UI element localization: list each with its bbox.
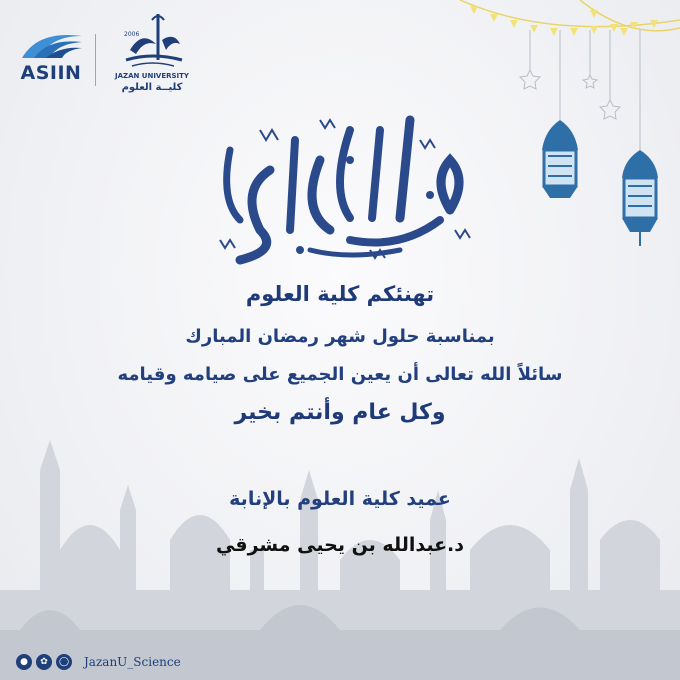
asiin-logo (14, 28, 88, 90)
greeting-line-4: وكل عام وأنتم بخير (234, 400, 446, 425)
lantern-right (622, 150, 658, 246)
dean-title: عميد كلية العلوم بالإنابة (229, 488, 451, 510)
greeting-line-3: سائلاً الله تعالى أن يعين الجميع على صيامه وقيامه (117, 364, 563, 385)
social-footer (16, 652, 181, 672)
university-year: 2006 (124, 31, 140, 38)
lantern-left (542, 120, 578, 198)
twitter-icon[interactable]: ✿ (36, 654, 52, 670)
logo-divider (95, 34, 96, 86)
greeting-line-1: تهنئكم كلية العلوم (245, 282, 435, 306)
greeting-line-2: بمناسبة حلول شهر رمضان المبارك (185, 326, 495, 347)
jazan-university-logo (112, 10, 192, 96)
asiin-logo-text: ASIIN (20, 62, 82, 84)
social-handle[interactable]: JazanU_Science (84, 655, 181, 669)
university-name: JAZAN UNIVERSITY (114, 72, 190, 80)
asiin-wave-icon (20, 28, 84, 60)
lantern-decoration (430, 0, 680, 260)
dean-name: د.عبدالله بن يحيى مشرقي (215, 534, 465, 556)
snapchat-icon[interactable]: ● (16, 654, 32, 670)
university-emblem-icon (112, 10, 192, 72)
college-name: كليــة العلوم (121, 82, 183, 93)
instagram-icon[interactable]: ◯ (56, 654, 72, 670)
